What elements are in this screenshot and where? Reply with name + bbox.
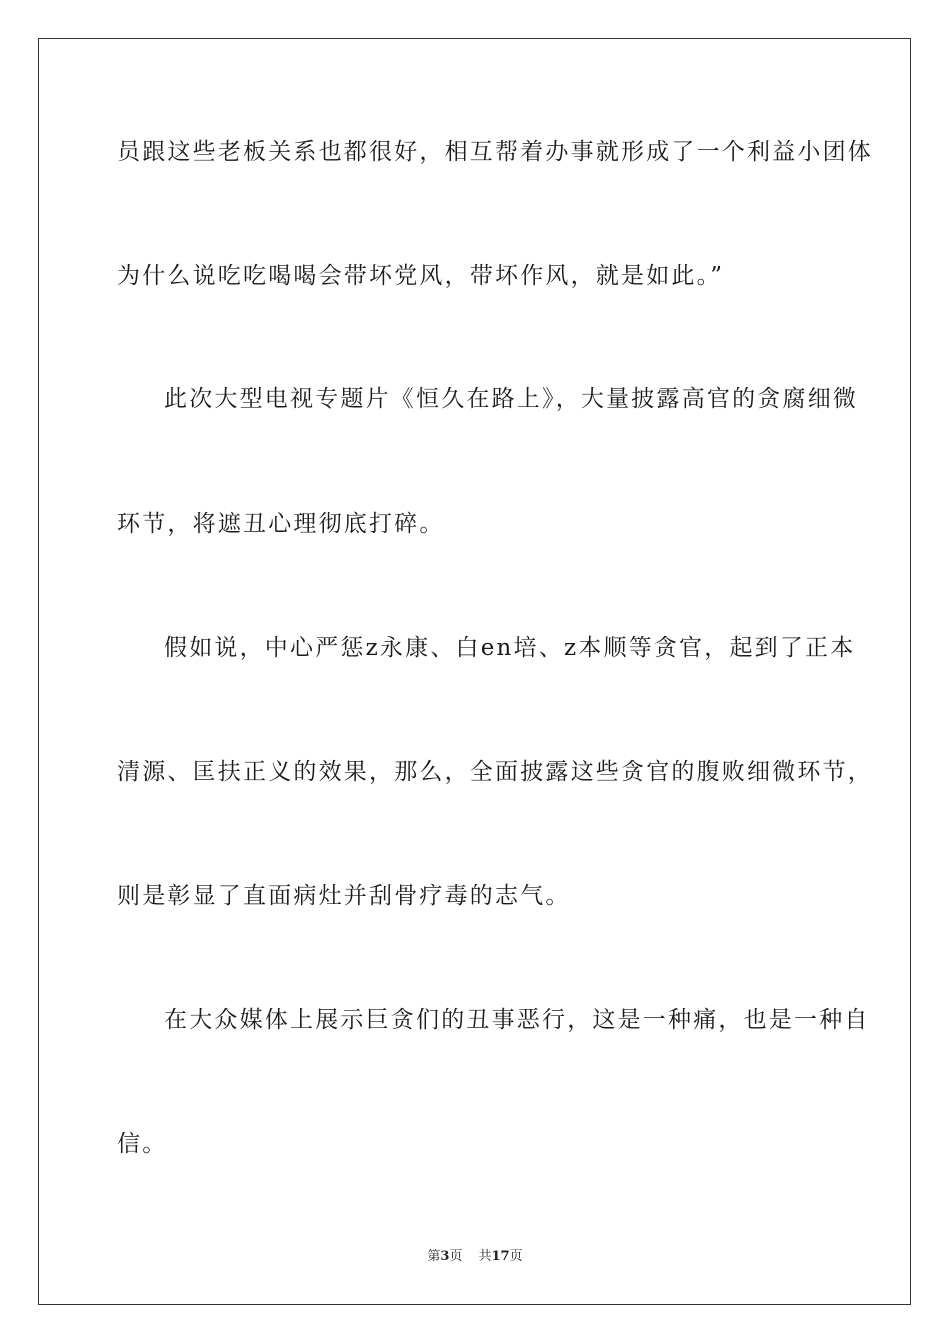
text-line-2: 为什么说吃吃喝喝会带坏党风，带坏作风，就是如此。” xyxy=(117,263,725,289)
total-page-number: 17 xyxy=(491,1249,510,1264)
text-line-5: 假如说，中心严惩z永康、白en培、z本顺等贪官，起到了正本 xyxy=(164,635,856,661)
total-prefix: 共 xyxy=(478,1249,492,1264)
text-line-3: 此次大型电视专题片《恒久在路上》，大量披露高官的贪腐细微 xyxy=(164,386,859,412)
page-footer xyxy=(0,1248,950,1266)
text-line-1: 员跟这些老板关系也都很好，相互帮着办事就形成了一个利益小团体 xyxy=(117,139,873,165)
text-line-6: 清源、匡扶正义的效果，那么，全面披露这些贪官的腹败细微环节， xyxy=(117,759,873,785)
page-prefix: 第 xyxy=(427,1249,441,1264)
text-line-7: 则是彰显了直面病灶并刮骨疗毒的志气。 xyxy=(117,883,571,909)
text-line-9: 信。 xyxy=(117,1131,168,1157)
total-pages-label xyxy=(478,1249,522,1264)
total-suffix: 页 xyxy=(509,1249,523,1264)
text-line-8: 在大众媒体上展示巨贪们的丑事恶行，这是一种痛，也是一种自 xyxy=(164,1007,870,1033)
text-line-4: 环节，将遮丑心理彻底打碎。 xyxy=(117,511,445,537)
page-number-label xyxy=(427,1249,462,1264)
current-page-number: 3 xyxy=(440,1249,450,1264)
page-suffix: 页 xyxy=(449,1249,463,1264)
page-border xyxy=(38,38,911,1305)
